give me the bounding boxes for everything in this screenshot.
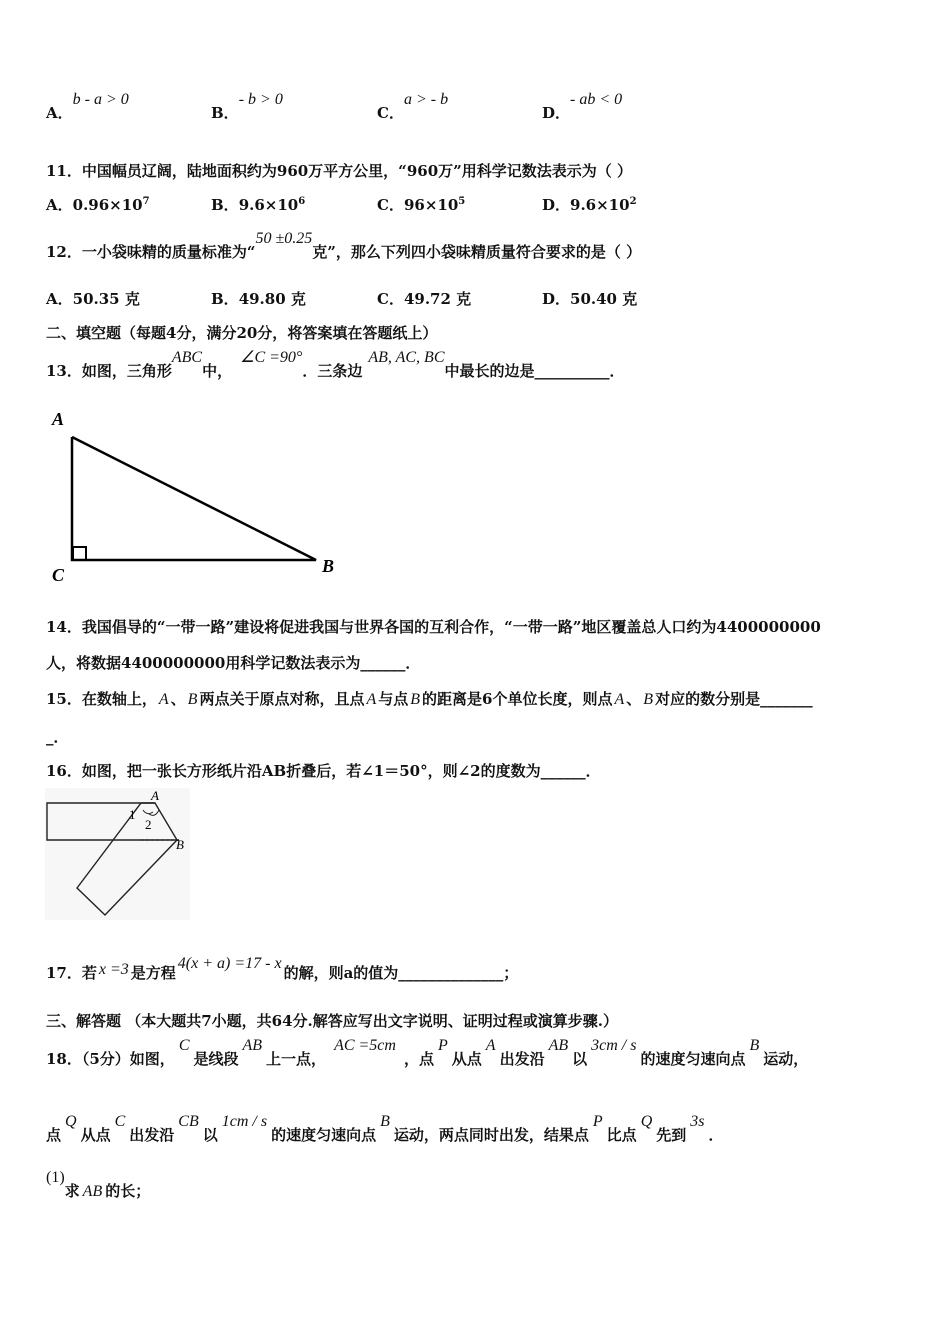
q17-stem: 17．若 x =3 是方程4(x + a) =17 - x的解，则a的值为______________； — [46, 955, 519, 982]
q16-stem: 16．如图，把一张长方形纸片沿AB折叠后，若∠1＝50°，则∠2的度数为______． — [46, 762, 601, 780]
q12-option-b: B．49.80 克 — [211, 290, 306, 308]
section-3-heading: 三、解答题 （本大题共7小题，共64分.解答应写出文字说明、证明过程或演算步骤.） — [46, 1012, 618, 1030]
q10-option-b: B．- b > 0 — [211, 91, 283, 122]
q10-option-d: D．- ab < 0 — [542, 91, 623, 122]
angle-2-label: 2 — [145, 817, 152, 832]
q12-option-c: C．49.72 克 — [377, 290, 472, 308]
point-a-label: A — [151, 788, 159, 803]
q12-option-a: A．50.35 克 — [46, 290, 140, 308]
vertex-c-label: C — [52, 565, 65, 585]
q11-stem: 11．中国幅员辽阔，陆地面积约为960万平方公里，“960万”用科学记数法表示为（ ） — [46, 162, 632, 180]
angle-1-label: 1 — [129, 807, 136, 822]
vertex-a-label: A — [52, 409, 65, 429]
q11-option-b: B．$9.6\times 10^6$ — [211, 196, 306, 214]
q15-line-2: _． — [46, 728, 69, 746]
q13-triangle-figure — [46, 405, 346, 590]
section-2-heading: 二、填空题（每题4分，满分20分，将答案填在答题纸上） — [46, 324, 438, 342]
q14-line-2: 人，将数据4400000000用科学记数法表示为______． — [46, 654, 421, 672]
q18-line-1: 18．（5分）如图，C是线段AB上一点，AC =5cm，点P从点A出发沿AB以3cm / s的速度匀速向点B运动， — [46, 1037, 809, 1068]
figure-background — [45, 788, 190, 920]
q12-stem: 12．一小袋味精的质量标准为“50 ±0.25克”，那么下列四小袋味精质量符合要求的是（ ） — [46, 230, 642, 261]
q16-fold-figure — [45, 788, 190, 920]
vertex-b-label: B — [322, 556, 335, 576]
right-angle-mark — [73, 547, 86, 560]
q12-option-d: D．50.40 克 — [542, 290, 638, 308]
q11-option-a: A．$0.96\times 10^7$ — [46, 196, 150, 214]
q18-sub-1: (1)求 AB 的长； — [46, 1169, 151, 1200]
q10-option-a: A．b - a > 0 — [46, 91, 129, 122]
q11-option-d: D．$9.6\times 10^2$ — [542, 196, 637, 214]
q13-stem: 13．如图，三角形ABC中，∠C =90°．三条边AB, AC, BC中最长的边是__________． — [46, 349, 625, 380]
q15-stem: 15．在数轴上， A 、 B 两点关于原点对称，且点 A 与点 B 的距离是6个单位长度，则点 A 、 B 对应的数分别是_______ — [46, 690, 813, 708]
q11-option-c: C．$96\times 10^5$ — [377, 196, 466, 214]
q14-line-1: 14．我国倡导的“一带一路”建设将促进我国与世界各国的互利合作，“一带一路”地区覆盖总人口约为4400000000 — [46, 618, 821, 636]
triangle-sides — [72, 437, 316, 560]
point-b-label: B — [176, 837, 184, 852]
q10-option-c: C．a > - b — [377, 91, 449, 122]
q18-line-2: 点Q从点C出发沿CB以1cm / s的速度匀速向点B运动，两点同时出发，结果点P比点Q先到3s． — [46, 1113, 724, 1144]
